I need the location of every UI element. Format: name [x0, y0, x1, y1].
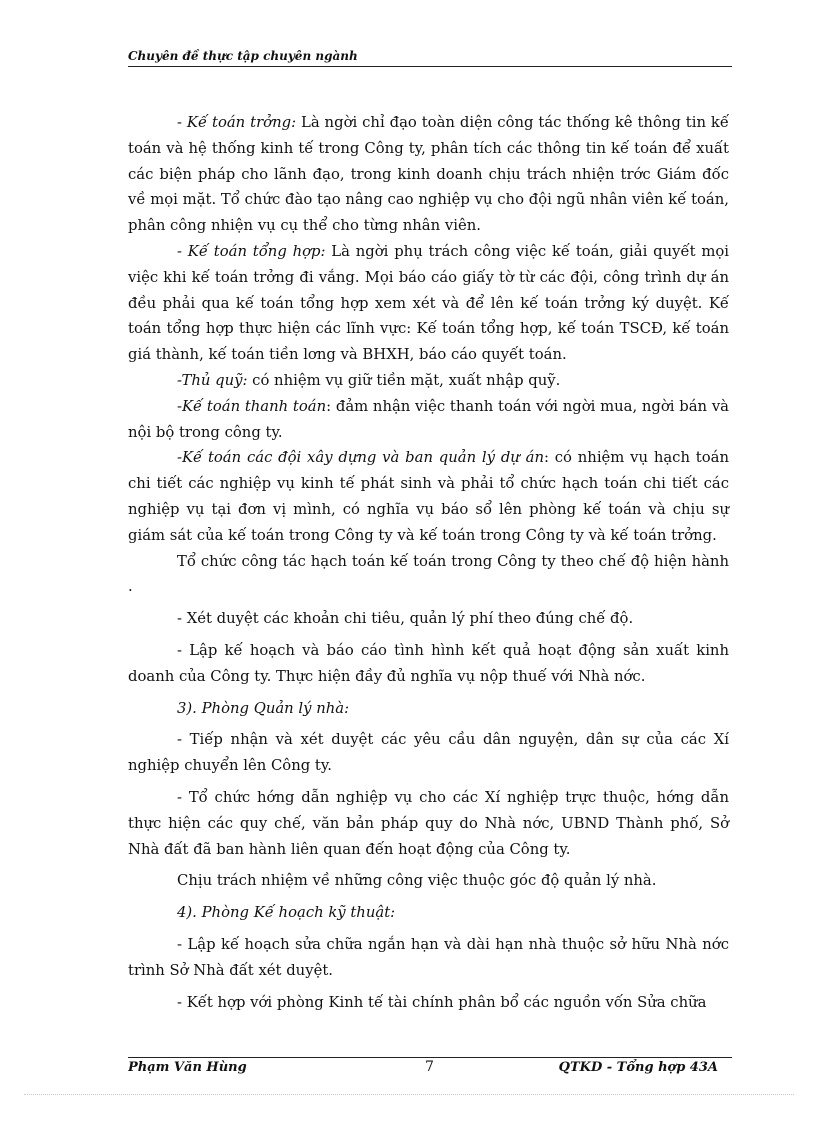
header-title: Chuyên đề thực tập chuyên ngành [128, 49, 358, 63]
term-label: - Kế toán tổng hợp: [177, 242, 326, 260]
paragraph-text: Chịu trách nhiệm về những công việc thuộc góc độ quản lý nhà. [177, 872, 657, 890]
paragraph-ke-toan-thanh-toan [128, 394, 729, 446]
paragraph-text: - Lập kế hoạch sửa chữa ngắn hạn và dài hạn nhà thuộc sở hữu Nhà nớc trình Sở Nhà đất xét duyệt. [128, 935, 729, 979]
paragraph-text: : có nhiệm vụ hạch toán chi tiết các nghiệp vụ kinh tế phát sinh và phải tổ chức hạch toán chi tiết các nghiệp vụ tại đơn vị mình, có nghĩa vụ báo sổ lên phòng kế toán và chịu sự giám sát của kế toán trong Công ty và kế toán trong Công ty và kế toán trởng. [128, 449, 729, 544]
page-edge-divider [24, 1094, 794, 1095]
paragraph-text: - Xét duyệt các khoản chi tiêu, quản lý phí theo đúng chế độ. [177, 610, 634, 628]
paragraph-text: Tổ chức công tác hạch toán kế toán trong Công ty theo chế độ hiện hành . [128, 552, 729, 596]
page-header [128, 49, 732, 67]
paragraph-text: có nhiệm vụ giữ tiền mặt, xuất nhập quỹ. [247, 371, 561, 389]
paragraph-thu-quy [128, 368, 729, 394]
paragraph-text: : đảm nhận việc thanh toán với ngời mua, ngời bán và nội bộ trong công ty. [128, 397, 729, 441]
paragraph-ke-toan-cac-doi [128, 445, 729, 548]
term-label: -Thủ quỹ: [177, 371, 248, 389]
footer-divider [128, 1057, 732, 1058]
page-number: 7 [425, 1059, 434, 1075]
section-heading-text: 4). Phòng Kế hoạch kỹ thuật: [177, 904, 396, 922]
paragraph-ket-hop [128, 990, 729, 1016]
paragraph-tiep-nhan [128, 727, 729, 779]
section-heading-text: 3). Phòng Quản lý nhà: [177, 699, 350, 717]
paragraph-chiu-trach-nhiem [128, 868, 729, 894]
paragraph-ke-toan-tong-hop [128, 239, 729, 368]
paragraph-to-chuc-hach-toan [128, 549, 729, 601]
paragraph-ke-toan-truong [128, 110, 729, 239]
footer-class: QTKD - Tổng hợp 43A [558, 1060, 718, 1075]
paragraph-text: - Tiếp nhận và xét duyệt các yêu cầu dân nguyện, dân sự của các Xí nghiệp chuyển lên Công ty. [128, 731, 729, 775]
paragraph-lap-ke-hoach-bao-cao [128, 638, 729, 690]
footer-author: Phạm Văn Hùng [128, 1060, 247, 1075]
paragraph-text: - Lập kế hoạch và báo cáo tình hình kết quả hoạt động sản xuất kinh doanh của Công ty. Thực hiện đầy đủ nghĩa vụ nộp thuế với Nhà nớc. [128, 641, 729, 685]
document-body [128, 110, 729, 1015]
paragraph-xet-duyet [128, 606, 729, 632]
paragraph-to-chuc-huong-dan [128, 785, 729, 862]
paragraph-lap-ke-hoach-sua-chua [128, 932, 729, 984]
paragraph-text: Là ngời phụ trách công việc kế toán, giải quyết mọi việc khi kế toán trởng đi vắng. Mọi báo cáo giấy tờ từ các đội, công trình dự án đều phải qua kế toán tổng hợp xem xét và để lên kế toán trởng ký duyệt. Kế toán tổng hợp thực hiện các lĩnh vực: Kế toán tổng hợp, kế toán TSCĐ, kế toán giá thành, kế toán tiền lơng và BHXH, báo cáo quyết toán. [128, 242, 730, 364]
section-heading-phong-ke-hoach [128, 900, 729, 926]
page-footer [128, 1059, 732, 1079]
paragraph-text: - Tổ chức hớng dẫn nghiệp vụ cho các Xí nghiệp trực thuộc, hớng dẫn thực hiện các quy chế, văn bản pháp quy do Nhà nớc, UBND Thành phố, Sở Nhà đất đã ban hành liên quan đến hoạt động của Công ty. [128, 788, 729, 858]
paragraph-text: - Kết hợp với phòng Kinh tế tài chính phân bổ các nguồn vốn Sửa chữa [177, 993, 707, 1011]
term-label: - Kế toán trởng: [177, 114, 297, 131]
term-label: -Kế toán các đội xây dựng và ban quản lý dự án [177, 449, 544, 467]
paragraph-text: Là ngời chỉ đạo toàn diện công tác thống kê thông tin kế toán và hệ thống kinh tế trong Công ty, phân tích các thông tin kế toán để xuất các biện pháp cho lãnh đạo, trong kinh doanh chịu trách nhiện trớc Giám đốc về mọi mặt. Tổ chức đào tạo nâng cao nghiệp vụ cho đội ngũ nhân viên kế toán, phân công nhiện vụ cụ thể cho từng nhân viên. [128, 114, 730, 235]
section-heading-phong-quan-ly-nha [128, 696, 729, 722]
term-label: -Kế toán thanh toán [177, 397, 327, 415]
